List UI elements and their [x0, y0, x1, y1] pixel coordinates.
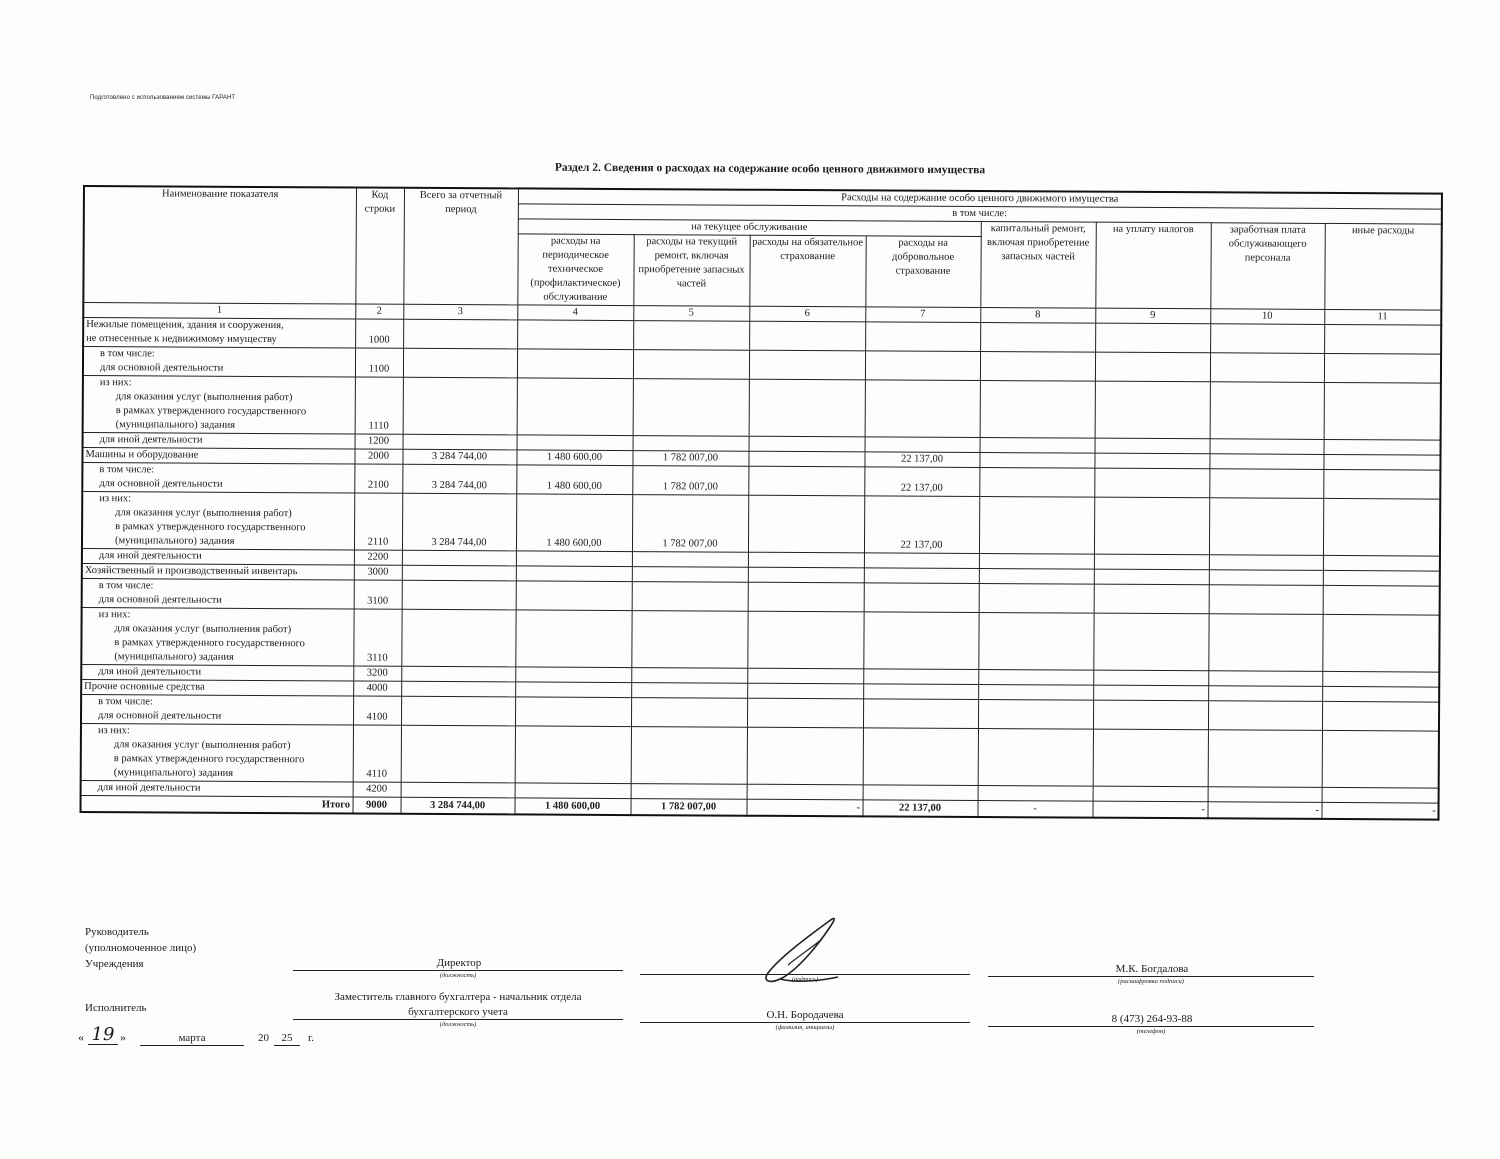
row-name-line: (муниципального) задания: [115, 419, 236, 431]
row-cell-col-11: [1324, 439, 1441, 455]
row-cell-col-10: [1209, 498, 1323, 556]
col-header-7: расходы на добровольное страхование: [865, 236, 980, 308]
date-year-prefix: 20: [258, 1032, 269, 1044]
row-cell-col-11: [1323, 469, 1440, 499]
row-cell-col-5: [631, 683, 747, 699]
total-cell-6: -: [746, 799, 862, 816]
col-header-8: капитальный ремонт, включая приобретение запасных частей: [980, 222, 1095, 309]
row-cell-col-11: [1323, 498, 1440, 556]
head-name-caption: (расшифровка подписи): [1118, 978, 1184, 985]
total-cell-8: -: [977, 801, 1092, 818]
row-cell-col-11: [1322, 614, 1439, 672]
total-cell-4: 1 480 600,00: [514, 798, 630, 815]
row-cell-col-6: [747, 668, 863, 684]
total-cell-7: 22 137,00: [862, 800, 977, 817]
row-name-line: в том числе:: [98, 696, 153, 708]
row-cell-col-7: [865, 380, 980, 438]
row-cell-col-10: [1210, 353, 1324, 383]
total-label: Итого: [81, 795, 353, 813]
row-cell-col-4: [515, 697, 631, 727]
total-cell-3: 3 284 744,00: [400, 797, 514, 814]
row-cell-col-9: [1095, 381, 1210, 439]
row-name: [83, 347, 355, 378]
row-name: [82, 548, 354, 565]
row-cell-col-3: 3 284 744,00: [402, 464, 516, 494]
row-cell-col-8: [980, 438, 1095, 454]
row-code: 2110: [354, 493, 402, 550]
date-month-line: [140, 1045, 244, 1046]
row-cell-col-10: [1209, 555, 1323, 571]
row-code: 2200: [354, 550, 402, 565]
date-month: марта: [178, 1032, 206, 1044]
row-cell-col-5: [631, 698, 747, 728]
column-number-2: 2: [355, 304, 403, 319]
row-name-line: для иной деятельности: [98, 666, 202, 678]
head-signature-caption: (подпись): [791, 976, 819, 983]
row-cell-col-5: [633, 321, 749, 351]
row-code: 1200: [355, 434, 403, 449]
row-code: 3100: [354, 580, 402, 609]
row-cell-col-9: [1095, 352, 1210, 382]
expenses-table: [79, 185, 1443, 820]
row-cell-col-6: [747, 683, 863, 699]
total-cell-5: 1 782 007,00: [630, 799, 746, 816]
row-cell-col-6: [748, 451, 864, 467]
row-code: 3200: [353, 666, 401, 681]
row-name: [81, 694, 353, 725]
executor-phone: 8 (473) 264-93-88: [1111, 1013, 1193, 1025]
row-name-line: для иной деятельности: [97, 782, 201, 794]
row-code: 1110: [355, 377, 403, 434]
row-cell-col-7: [863, 612, 978, 670]
row-cell-col-8: [979, 453, 1094, 469]
row-cell-col-5: 1 782 007,00: [632, 466, 748, 496]
row-code: 3110: [353, 609, 401, 666]
row-cell-col-5: [633, 436, 749, 452]
row-cell-col-9: [1093, 729, 1208, 787]
row-cell-col-3: [401, 609, 515, 667]
row-cell-col-5: [633, 379, 749, 437]
row-name-line: в том числе:: [100, 348, 155, 360]
head-name: М.К. Богдалова: [1115, 963, 1189, 975]
row-cell-col-8: [978, 786, 1093, 802]
row-name-line: для основной деятельности: [98, 594, 222, 606]
row-cell-col-3: [403, 319, 517, 349]
row-cell-col-9: [1093, 700, 1208, 730]
row-cell-col-3: [401, 681, 515, 697]
table-row: [82, 492, 1440, 557]
column-number-7: 7: [865, 307, 980, 323]
executor-position-caption: (должность): [439, 1021, 477, 1028]
row-cell-col-5: [631, 668, 747, 684]
row-cell-col-8: [978, 700, 1093, 730]
row-name-line: для основной деятельности: [99, 478, 223, 490]
row-cell-col-7: 22 137,00: [864, 467, 979, 497]
executor-name: О.Н. Бородачева: [766, 1009, 844, 1021]
row-name-line: (муниципального) задания: [114, 651, 234, 663]
row-name-line: в рамках утвержденного государственного: [115, 405, 307, 418]
row-name-line: в рамках утвержденного государственного: [115, 521, 306, 534]
row-cell-col-6: [748, 567, 864, 583]
row-code: 1100: [355, 348, 403, 377]
row-cell-col-7: [865, 322, 980, 352]
row-name-line: из них:: [97, 725, 130, 737]
row-code: 2100: [354, 464, 402, 493]
row-cell-col-11: [1323, 570, 1440, 586]
row-cell-col-3: 3 284 744,00: [402, 493, 516, 551]
row-name: [81, 723, 353, 782]
row-cell-col-3: [402, 565, 516, 581]
row-name-line: для основной деятельности: [98, 710, 222, 722]
row-cell-col-10: [1208, 686, 1322, 702]
row-cell-col-9: [1094, 569, 1209, 585]
col-header-6: расходы на обязательное страхование: [749, 235, 865, 307]
date-day-line: [88, 1044, 118, 1045]
column-number-1: 1: [83, 303, 355, 320]
row-cell-col-4: [516, 581, 632, 611]
row-cell-col-5: [632, 582, 748, 612]
head-signature-line: [640, 974, 970, 975]
executor-position: [293, 990, 623, 1020]
row-cell-col-3: [401, 725, 515, 783]
row-cell-col-7: 22 137,00: [864, 452, 979, 468]
row-cell-col-7: [865, 437, 980, 453]
col-header-11: иные расходы: [1324, 223, 1442, 310]
row-cell-col-5: [632, 567, 748, 583]
row-cell-col-10: [1210, 439, 1324, 455]
row-cell-col-7: [863, 669, 978, 685]
row-cell-col-8: [979, 554, 1094, 570]
row-cell-col-3: [403, 377, 517, 435]
row-cell-col-3: [402, 580, 516, 610]
row-cell-col-9: [1093, 670, 1208, 686]
row-cell-col-3: 3 284 744,00: [402, 449, 516, 465]
col-header-expenses: Расходы на содержание особо ценного движимого имущества: [518, 188, 1442, 209]
row-cell-col-7: [864, 583, 979, 613]
row-cell-col-8: [978, 613, 1093, 671]
row-name-line: (муниципального) задания: [114, 535, 235, 547]
row-name: [83, 433, 355, 450]
column-number-11: 11: [1324, 309, 1441, 325]
row-cell-col-6: [747, 611, 863, 669]
head-name-line: [988, 976, 1314, 977]
row-name: [83, 376, 355, 435]
row-cell-col-5: [631, 727, 747, 785]
date-close-quote: »: [120, 1030, 126, 1044]
row-cell-col-10: [1209, 570, 1323, 586]
row-cell-col-5: 1 782 007,00: [632, 451, 748, 467]
row-cell-col-6: [747, 698, 863, 728]
row-code: 4200: [353, 782, 401, 797]
row-cell-col-8: [978, 670, 1093, 686]
row-cell-col-11: [1322, 701, 1439, 731]
date-suffix: г.: [308, 1032, 315, 1044]
row-cell-col-11: [1322, 730, 1439, 788]
row-cell-col-8: [979, 497, 1094, 555]
executor-position-line-2: бухгалтерского учета: [408, 1006, 508, 1018]
row-cell-col-3: [401, 696, 515, 726]
row-cell-col-9: [1095, 323, 1210, 353]
row-cell-col-4: [517, 435, 633, 451]
row-name: [82, 448, 354, 465]
row-cell-col-10: [1210, 382, 1324, 440]
head-label-line-1: Руководитель: [85, 926, 149, 938]
table-body: [81, 318, 1442, 804]
row-cell-col-11: [1323, 585, 1440, 615]
row-cell-col-11: [1322, 787, 1439, 803]
row-cell-col-7: [865, 351, 980, 381]
row-cell-col-7: [863, 728, 978, 786]
date-open-quote: «: [78, 1030, 84, 1044]
row-name: [81, 664, 353, 681]
row-cell-col-9: [1094, 584, 1209, 614]
row-name: [81, 679, 353, 696]
row-cell-col-9: [1095, 438, 1210, 454]
executor-label: Исполнитель: [85, 1002, 147, 1014]
row-cell-col-10: [1208, 701, 1322, 731]
row-name: [82, 492, 354, 551]
row-cell-col-8: [980, 323, 1095, 353]
row-name-line: для иной деятельности: [98, 550, 202, 562]
column-number-5: 5: [633, 306, 749, 322]
row-name-line: Машины и оборудование: [85, 449, 199, 461]
row-cell-col-6: [749, 436, 865, 452]
column-number-4: 4: [517, 305, 633, 321]
row-cell-col-7: [864, 568, 979, 584]
row-code: 1000: [355, 319, 403, 348]
row-name-line: Нежилые помещения, здания и сооружения,: [86, 319, 284, 332]
row-cell-col-4: 1 480 600,00: [516, 465, 632, 495]
head-position-line: [293, 970, 623, 971]
table-row: [81, 723, 1439, 788]
row-cell-col-9: [1094, 554, 1209, 570]
row-cell-col-8: [980, 352, 1095, 382]
row-cell-col-4: [515, 783, 631, 799]
row-name-line: не отнесенные к недвижимому имуществу: [86, 333, 277, 346]
total-code: 9000: [352, 797, 400, 813]
row-cell-col-10: [1209, 454, 1323, 470]
row-name-line: для оказания услуг (выполнения работ): [115, 391, 293, 404]
row-cell-col-7: 22 137,00: [864, 496, 979, 554]
row-code: 2000: [354, 449, 402, 464]
row-name: [83, 318, 355, 349]
row-cell-col-7: [863, 699, 978, 729]
col-header-incl: в том числе:: [518, 204, 1442, 224]
head-position-caption: (должность): [439, 972, 477, 979]
row-name-line: Прочие основные средства: [84, 681, 205, 693]
row-cell-col-5: [631, 784, 747, 800]
row-name-line: для иной деятельности: [99, 434, 203, 446]
row-cell-col-8: [978, 729, 1093, 787]
row-cell-col-6: [748, 582, 864, 612]
row-cell-col-10: [1208, 614, 1322, 672]
row-cell-col-9: [1094, 497, 1209, 555]
date-year: 25: [281, 1032, 293, 1044]
row-cell-col-4: [516, 551, 632, 567]
executor-name-line: [640, 1022, 970, 1023]
col-header-total: Всего за отчетный период: [403, 188, 518, 305]
executor-phone-line: [988, 1026, 1314, 1027]
header-note: Подготовлено с использованием системы ГАРАНТ: [90, 95, 236, 101]
column-number-9: 9: [1095, 308, 1210, 324]
row-cell-col-4: [515, 682, 631, 698]
row-cell-col-5: [633, 350, 749, 380]
executor-position-line-1: Заместитель главного бухгалтера - начальник отдела: [334, 991, 582, 1003]
row-cell-col-10: [1208, 787, 1322, 803]
row-name-line: для оказания услуг (выполнения работ): [114, 623, 292, 636]
row-cell-col-10: [1208, 671, 1322, 687]
row-code: 3000: [354, 565, 402, 580]
col-header-current: на текущее обслуживание: [518, 219, 981, 237]
row-cell-col-11: [1322, 686, 1439, 702]
executor-position-line: [293, 1019, 623, 1020]
row-name: [82, 563, 354, 580]
row-cell-col-9: [1093, 685, 1208, 701]
row-cell-col-9: [1093, 613, 1208, 671]
total-cell-9: -: [1092, 801, 1207, 818]
row-cell-col-11: [1324, 324, 1441, 354]
row-name-line: Хозяйственный и производственный инвентарь: [84, 565, 298, 578]
row-name-line: из них:: [98, 609, 131, 621]
column-number-3: 3: [403, 304, 517, 320]
row-cell-col-8: [980, 381, 1095, 439]
section-title: Раздел 2. Сведения о расходах на содержание особо ценного движимого имущества: [554, 161, 986, 177]
row-code: 4100: [353, 696, 401, 725]
col-header-10: заработная плата обслуживающего персонала: [1210, 223, 1324, 310]
row-cell-col-4: [515, 726, 631, 784]
row-cell-col-8: [979, 584, 1094, 614]
row-cell-col-3: [401, 782, 515, 798]
row-cell-col-10: [1209, 469, 1323, 499]
row-cell-col-9: [1094, 453, 1209, 469]
row-cell-col-7: [864, 553, 979, 569]
row-cell-col-3: [403, 434, 517, 450]
total-cell-10: -: [1207, 802, 1321, 819]
row-cell-col-5: [632, 552, 748, 568]
head-label-line-2: (уполномоченное лицо): [85, 942, 197, 954]
row-name-line: в том числе:: [99, 464, 155, 476]
head-label: [85, 924, 196, 972]
row-cell-col-11: [1324, 382, 1441, 440]
row-cell-col-11: [1324, 353, 1441, 383]
row-name-line: для оказания услуг (выполнения работ): [113, 739, 291, 752]
col-header-5: расходы на текущий ремонт, включая приобретение запасных частей: [633, 235, 749, 307]
row-name: [82, 578, 354, 609]
row-cell-col-9: [1094, 468, 1209, 498]
row-cell-col-11: [1322, 671, 1439, 687]
column-number-8: 8: [980, 308, 1095, 324]
row-name: [82, 463, 354, 494]
row-name-line: в том числе:: [98, 580, 154, 592]
executor-phone-caption: (телефон): [1136, 1028, 1166, 1035]
column-number-6: 6: [749, 306, 865, 322]
date-year-line: [274, 1045, 300, 1046]
table-row: [83, 376, 1441, 441]
row-cell-col-4: 1 480 600,00: [516, 494, 632, 552]
col-header-code: Код строки: [355, 188, 404, 305]
row-cell-col-10: [1209, 585, 1323, 615]
row-code: 4000: [353, 681, 401, 696]
row-cell-col-3: [401, 666, 515, 682]
head-label-line-3: Учреждения: [85, 958, 144, 970]
col-header-4: расходы на периодическое техническое (профилактическое) обслуживание: [517, 234, 633, 306]
row-cell-col-10: [1210, 324, 1324, 354]
head-position: Директор: [436, 957, 482, 969]
row-cell-col-8: [979, 468, 1094, 498]
row-cell-col-4: 1 480 600,00: [516, 450, 632, 466]
row-cell-col-6: [748, 466, 864, 496]
row-cell-col-5: 1 782 007,00: [632, 495, 748, 553]
row-cell-col-6: [748, 552, 864, 568]
row-cell-col-6: [749, 379, 865, 437]
expenses-table-wrap: [79, 185, 1440, 820]
row-name: [81, 607, 353, 666]
row-cell-col-3: [402, 550, 516, 566]
row-cell-col-6: [749, 350, 865, 380]
row-cell-col-4: [517, 349, 633, 379]
row-cell-col-11: [1323, 555, 1440, 571]
col-header-9: на уплату налогов: [1095, 222, 1210, 309]
row-cell-col-6: [747, 784, 863, 800]
row-cell-col-8: [978, 685, 1093, 701]
table-row: [81, 607, 1439, 672]
row-cell-col-8: [979, 569, 1094, 585]
row-cell-col-6: [747, 727, 863, 785]
row-cell-col-4: [515, 667, 631, 683]
row-cell-col-10: [1208, 730, 1322, 788]
col-header-name: Наименование показателя: [83, 186, 356, 304]
row-cell-col-11: [1323, 454, 1440, 470]
row-name-line: из них:: [99, 377, 132, 389]
row-name-line: из них:: [99, 493, 132, 505]
row-name-line: для основной деятельности: [99, 362, 224, 374]
total-cell-11: -: [1321, 802, 1438, 819]
row-cell-col-4: [517, 320, 633, 350]
row-cell-col-7: [863, 785, 978, 801]
row-cell-col-6: [748, 495, 864, 553]
row-cell-col-3: [403, 348, 517, 378]
row-name-line: (муниципального) задания: [113, 767, 234, 779]
column-number-10: 10: [1210, 309, 1324, 325]
row-cell-col-4: [516, 566, 632, 582]
row-code: 4110: [353, 725, 401, 782]
row-cell-col-6: [749, 321, 865, 351]
row-cell-col-7: [863, 684, 978, 700]
executor-name-caption: (фамилия, инициалы): [775, 1024, 835, 1031]
row-cell-col-5: [631, 611, 747, 669]
row-name-line: в рамках утвержденного государственного: [113, 753, 305, 766]
date-day: 19: [91, 1024, 115, 1045]
row-name: [81, 780, 353, 797]
row-cell-col-4: [517, 378, 633, 436]
row-name-line: в рамках утвержденного государственного: [114, 637, 305, 650]
row-name-line: для оказания услуг (выполнения работ): [115, 507, 292, 520]
row-cell-col-4: [515, 610, 631, 668]
row-cell-col-9: [1093, 786, 1208, 802]
